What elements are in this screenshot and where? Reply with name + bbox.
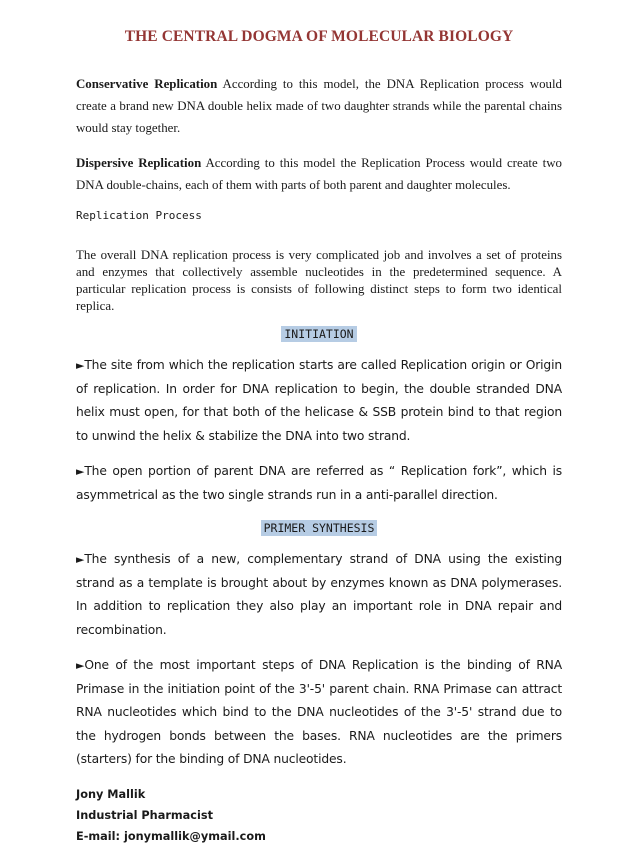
initiation-paragraph-1-text: The site from which the replication starts are called Replication origin or Origin of replication. In order for DNA replication to begin, the double stranded DNA helix must open, for that both of the helicase & SSB protein bind to that region to unwind the helix & stabilize the DNA into two strand. xyxy=(76,358,562,443)
primer-synthesis-heading: PRIMER SYNTHESIS xyxy=(261,520,378,536)
initiation-heading-wrap xyxy=(76,325,562,343)
primer-paragraph-2 xyxy=(76,654,562,772)
bullet-triangle-icon: ► xyxy=(76,465,85,478)
initiation-heading: INITIATION xyxy=(281,326,356,342)
dispersive-replication-paragraph xyxy=(76,152,562,196)
author-email: E-mail: jonymallik@ymail.com xyxy=(76,829,266,843)
primer-paragraph-1 xyxy=(76,548,562,642)
conservative-replication-term: Conservative Replication xyxy=(76,77,218,91)
overall-process-paragraph: The overall DNA replication process is very complicated job and involves a set of proteins and enzymes that collectively assemble nucleotides in the predetermined sequence. A particular replication process is consists of following distinct steps to form two identical replica. xyxy=(76,248,562,313)
conservative-replication-text: According to this model, the DNA Replication process would create a brand new DNA double helix made of two daughter strands while the parental chains would stay together. xyxy=(76,77,562,135)
initiation-paragraph-2-text: The open portion of parent DNA are referred as “ Replication fork”, which is asymmetrical as the two single strands run in a anti-parallel direction. xyxy=(76,464,562,502)
conservative-replication-paragraph xyxy=(76,73,562,139)
dispersive-replication-text: According to this model the Replication Process would create two DNA double-chains, each of them with parts of both parent and daughter molecules. xyxy=(76,156,562,192)
initiation-paragraph-2 xyxy=(76,460,562,507)
primer-synthesis-heading-wrap xyxy=(76,519,562,537)
bullet-triangle-icon: ► xyxy=(76,359,85,372)
replication-process-label: Replication Process xyxy=(76,209,202,222)
author-role: Industrial Pharmacist xyxy=(76,808,213,822)
initiation-paragraph-1 xyxy=(76,354,562,448)
primer-paragraph-1-text: The synthesis of a new, complementary strand of DNA using the existing strand as a template is brought about by enzymes known as DNA polymerases. In addition to replication they also play an important role in DNA repair and recombination. xyxy=(76,552,562,637)
primer-paragraph-2-text: One of the most important steps of DNA Replication is the binding of RNA Primase in the initiation point of the 3'-5' parent chain. RNA Primase can attract RNA nucleotides which bind to the DNA nucleotides of the 3'-5' strand due to the hydrogen bonds between the bases. RNA nucleotides are the primers (starters) for the binding of DNA nucleotides. xyxy=(76,658,562,766)
document-title: THE CENTRAL DOGMA OF MOLECULAR BIOLOGY xyxy=(124,28,514,45)
dispersive-replication-term: Dispersive Replication xyxy=(76,156,202,170)
bullet-triangle-icon: ► xyxy=(76,553,85,566)
author-block xyxy=(76,784,562,847)
author-name: Jony Mallik xyxy=(76,787,146,801)
bullet-triangle-icon: ► xyxy=(76,659,85,672)
